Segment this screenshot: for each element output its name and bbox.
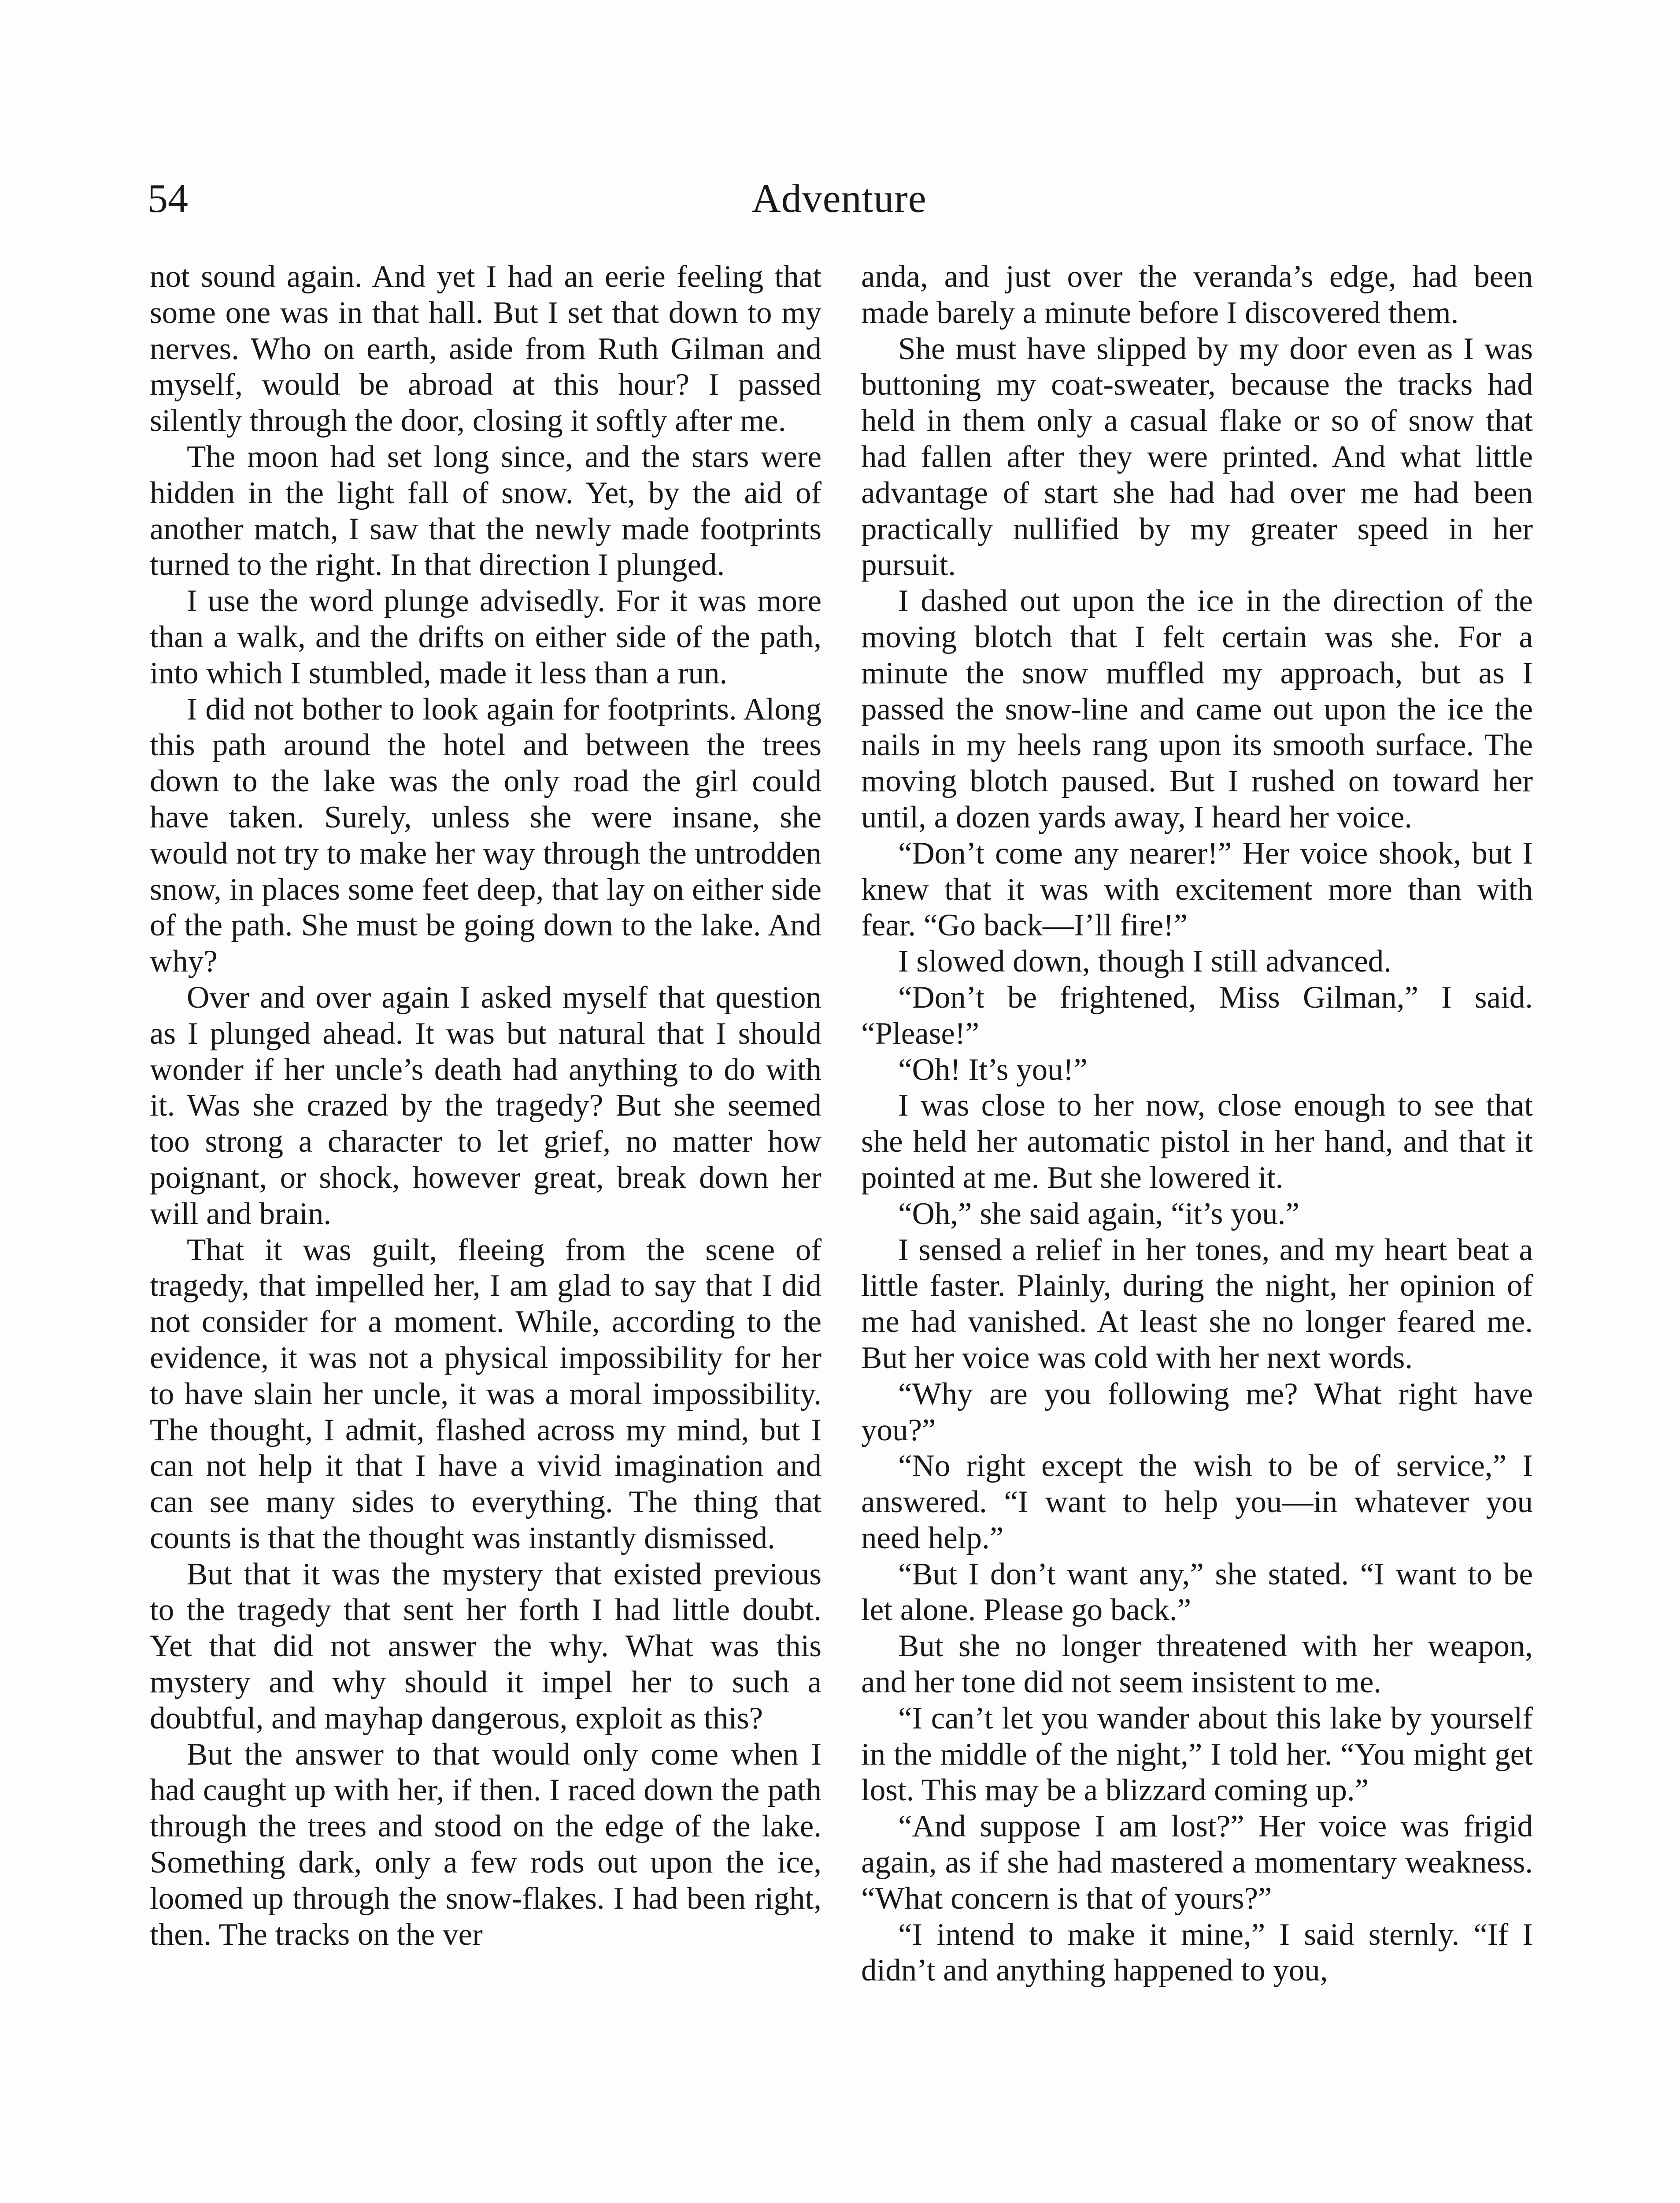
paragraph: Over and over again I asked myself that question as I plunged ahead. It was but natural that I should wonder if her uncle’s death had anything to do with it. Was she crazed by the tragedy? But she seemed too strong a character to let grief, no matter how poignant, or shock, however great, break down her will and brain. <box>150 980 821 1231</box>
paragraph: But she no longer threatened with her weapon, and her tone did not seem insistent to me. <box>861 1629 1533 1700</box>
paragraph: The moon had set long since, and the stars were hidden in the light fall of snow. Yet, by the aid of another match, I saw that the newly made footprints turned to the right. In that direction I plunged. <box>150 439 821 582</box>
left-column <box>150 259 821 1953</box>
paragraph: “Why are you following me? What right have you?” <box>861 1376 1533 1447</box>
magazine-title: Adventure <box>751 176 927 221</box>
paragraph: But the answer to that would only come when I had caught up with her, if then. I raced down the path through the trees and stood on the edge of the lake. Something dark, only a few rods out upon the ice, loomed up through the snow-flakes. I had been right, then. The tracks on the ver <box>150 1737 821 1952</box>
paragraph: “Don’t come any nearer!” Her voice shook, but I knew that it was with excitement more than with fear. “Go back—I’ll fire!” <box>861 836 1533 943</box>
paragraph: I use the word plunge advisedly. For it was more than a walk, and the drifts on either side of the path, into which I stumbled, made it less than a run. <box>150 584 821 690</box>
page-number: 54 <box>148 176 188 221</box>
paragraph: “Don’t be frightened, Miss Gilman,” I said. “Please!” <box>861 980 1533 1051</box>
paragraph: “I intend to make it mine,” I said sternly. “If I didn’t and anything happened to you, <box>861 1917 1533 1988</box>
paragraph: I did not bother to look again for footprints. Along this path around the hotel and between the trees down to the lake was the only road the girl could have taken. Surely, unless she were insane, she would not try to make her way through the untrodden snow, in places some feet deep, that lay on either side of the path. She must be going down to the lake. And why? <box>150 692 821 979</box>
paragraph: That it was guilt, fleeing from the scene of tragedy, that impelled her, I am glad to say that I did not consider for a moment. While, according to the evidence, it was not a physical impossibility for her to have slain her uncle, it was a moral impossibility. The thought, I admit, flashed across my mind, but I can not help it that I have a vivid imagination and can see many sides to everything. The thing that counts is that the thought was instantly dismissed. <box>150 1232 821 1555</box>
paragraph: I was close to her now, close enough to see that she held her automatic pistol in her hand, and that it pointed at me. But she lowered it. <box>861 1088 1533 1195</box>
running-head <box>148 167 1531 229</box>
paragraph: anda, and just over the veranda’s edge, had been made barely a minute before I discovered them. <box>861 260 1533 330</box>
paragraph: “But I don’t want any,” she stated. “I want to be let alone. Please go back.” <box>861 1557 1533 1628</box>
paragraph: “No right except the wish to be of service,” I answered. “I want to help you—in whatever you need help.” <box>861 1449 1533 1555</box>
paragraph: But that it was the mystery that existed previous to the tragedy that sent her forth I had little doubt. Yet that did not answer the why. What was this mystery and why should it impel her to such a doubtful, and mayhap dangerous, exploit as this? <box>150 1557 821 1736</box>
text-columns <box>150 259 1533 2203</box>
paragraph: I slowed down, though I still advanced. <box>898 944 1392 979</box>
paragraph: “And suppose I am lost?” Her voice was frigid again, as if she had mastered a momentary weakness. “What concern is that of yours?” <box>861 1809 1533 1916</box>
paragraph: She must have slipped by my door even as I was buttoning my coat-sweater, because the tracks had held in them only a casual flake or so of snow that had fallen after they were printed. And what little advantage of start she had had over me had been practically nullified by my greater speed in her pursuit. <box>861 331 1533 582</box>
right-column <box>861 259 1533 1989</box>
paragraph: I dashed out upon the ice in the direction of the moving blotch that I felt certain was she. For a minute the snow muffled my approach, but as I passed the snow-line and came out upon the ice the nails in my heels rang upon its smooth surface. The moving blotch paused. But I rushed on toward her until, a dozen yards away, I heard her voice. <box>861 584 1533 834</box>
paragraph: not sound again. And yet I had an eerie feeling that some one was in that hall. But I set that down to my nerves. Who on earth, aside from Ruth Gilman and myself, would be abroad at this hour? I passed silently through the door, closing it softly after me. <box>150 260 821 438</box>
paragraph: “Oh,” she said again, “it’s you.” <box>898 1196 1299 1231</box>
paragraph: I sensed a relief in her tones, and my heart beat a little faster. Plainly, during the night, her opinion of me had vanished. At least she no longer feared me. But her voice was cold with her next words. <box>861 1232 1533 1375</box>
paragraph: “I can’t let you wander about this lake by yourself in the middle of the night,” I told her. “You might get lost. This may be a blizzard coming up.” <box>861 1701 1533 1808</box>
paragraph: “Oh! It’s you!” <box>898 1052 1088 1087</box>
